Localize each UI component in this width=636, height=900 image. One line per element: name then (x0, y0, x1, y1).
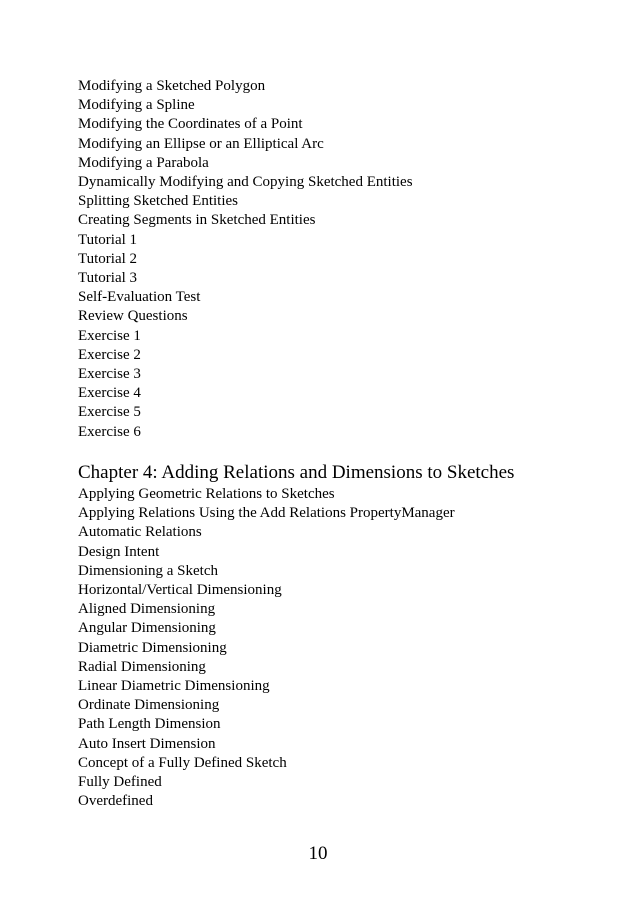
toc-entry: Horizontal/Vertical Dimensioning (78, 582, 282, 599)
toc-entry: Auto Insert Dimension (78, 735, 216, 752)
toc-entry: Modifying the Coordinates of a Point (78, 116, 303, 133)
toc-entry: Fully Defined (78, 774, 162, 791)
toc-entry: Concept of a Fully Defined Sketch (78, 754, 287, 771)
toc-chapter-4 (78, 485, 455, 811)
toc-entry: Tutorial 1 (78, 231, 138, 248)
toc-entry: Exercise 1 (78, 327, 141, 344)
toc-entry: Angular Dimensioning (78, 620, 216, 637)
page-number: 10 (308, 843, 328, 864)
toc-entry: Modifying a Spline (78, 97, 195, 114)
toc-section-continued (78, 77, 413, 442)
toc-entry: Radial Dimensioning (78, 658, 206, 675)
toc-entry: Aligned Dimensioning (78, 601, 216, 618)
toc-entry: Review Questions (78, 308, 188, 325)
toc-entry: Automatic Relations (78, 524, 202, 541)
toc-entry: Exercise 5 (78, 404, 141, 421)
toc-entry: Applying Relations Using the Add Relations PropertyManager (78, 505, 455, 522)
toc-entry: Diametric Dimensioning (78, 639, 227, 656)
toc-entry: Self-Evaluation Test (78, 289, 201, 306)
toc-entry: Tutorial 3 (78, 270, 138, 287)
toc-entry: Exercise 3 (78, 366, 141, 383)
chapter-heading: Chapter 4: Adding Relations and Dimensions to Sketches (78, 462, 515, 483)
toc-entry: Path Length Dimension (78, 716, 221, 733)
toc-entry: Exercise 6 (78, 423, 141, 440)
toc-entry: Design Intent (78, 543, 160, 560)
toc-entry: Applying Geometric Relations to Sketches (78, 486, 335, 502)
toc-entry: Splitting Sketched Entities (78, 193, 238, 210)
toc-entry: Linear Diametric Dimensioning (78, 678, 270, 695)
toc-entry: Exercise 2 (78, 346, 141, 363)
toc-entry: Dimensioning a Sketch (78, 562, 218, 579)
toc-entry: Creating Segments in Sketched Entities (78, 212, 316, 229)
toc-entry: Modifying a Parabola (78, 154, 209, 171)
toc-entry: Exercise 4 (78, 385, 141, 402)
toc-entry: Ordinate Dimensioning (78, 697, 220, 714)
toc-entry: Dynamically Modifying and Copying Sketched Entities (78, 174, 413, 191)
toc-entry: Overdefined (78, 793, 153, 810)
toc-entry: Modifying an Ellipse or an Elliptical Arc (78, 135, 324, 152)
toc-entry: Modifying a Sketched Polygon (78, 78, 266, 94)
toc-entry: Tutorial 2 (78, 250, 138, 267)
